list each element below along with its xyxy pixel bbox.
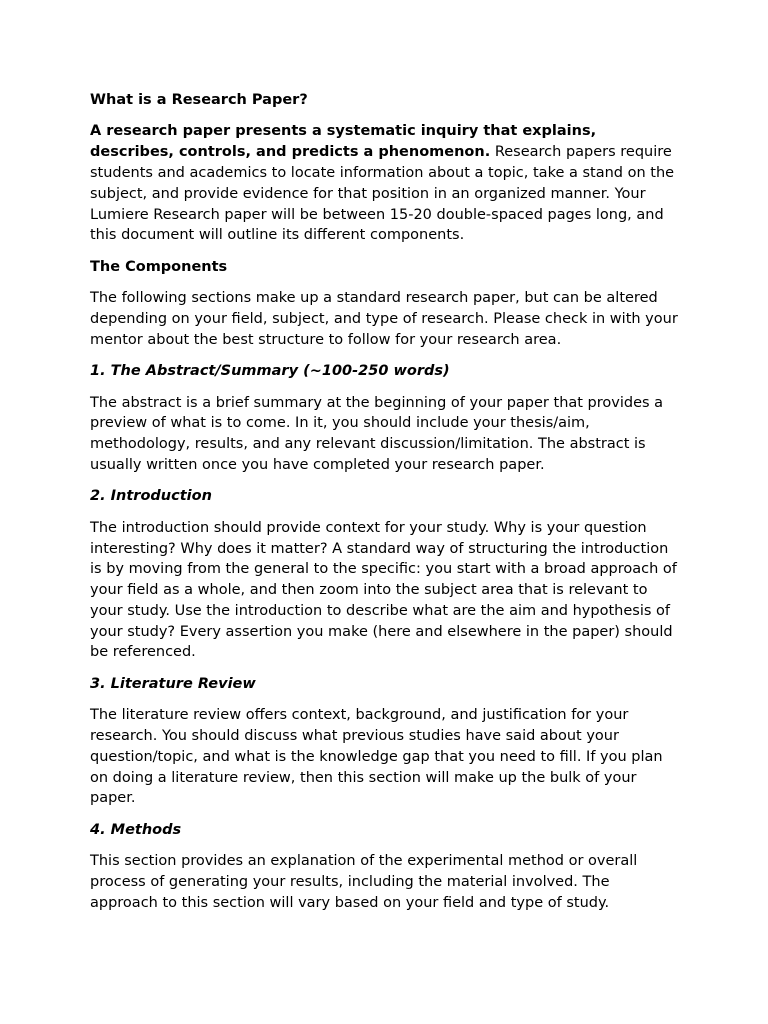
section-text-literature-review: The literature review offers context, background, and justification for your research. You should discuss what previous studies have said about your question/topic, and what is the knowledge gap that you need to fill. If you plan on doing a literature review, then this section will make up the bulk of your paper. (90, 707, 663, 807)
intro-body: Research papers require students and academics to locate information about a topic, take a stand on the subject, and provide evidence for that position in an organized manner. Your Lumiere Research paper will be between 15-20 double-spaced pages long, and this document will outline its different components. (90, 144, 675, 244)
components-paragraph: The following sections make up a standard research paper, but can be altered depending on your field, subject, and type of research. Please check in with your mentor about the best structure to follow for your research area. (90, 290, 678, 348)
section-heading-literature-review: 3. Literature Review (90, 675, 256, 692)
section-text-abstract: The abstract is a brief summary at the beginning of your paper that provides a preview of what is to come. In it, you should include your thesis/aim, methodology, results, and any relevant discussion/limitation. The abstract is usually written once you have completed your research paper. (90, 394, 664, 473)
document-page (90, 90, 678, 924)
section-heading-methods: 4. Methods (90, 821, 182, 838)
section-heading-abstract: 1. The Abstract/Summary (~100-250 words) (90, 363, 450, 380)
components-heading: The Components (90, 258, 228, 275)
intro-paragraph (90, 121, 678, 246)
section-text-introduction: The introduction should provide context for your study. Why is your question interesting? Why does it matter? A standard way of structuring the introduction is by moving from the general to the specific: you start with a broad approach of your field as a whole, and then zoom into the subject area that is relevant to your study. Use the introduction to describe what are the aim and hypothesis of your study? Every assertion you make (here and elsewhere in the paper) should be referenced. (90, 519, 677, 661)
section-text-methods: This section provides an explanation of the experimental method or overall process of generating your results, including the material involved. The approach to this section will vary based on your field and type of study. (90, 853, 638, 911)
section-heading-introduction: 2. Introduction (90, 488, 212, 505)
document-title: What is a Research Paper? (90, 92, 308, 108)
intro-lead: A research paper presents a systematic inquiry that explains, describes, controls, and predicts a phenomenon. (90, 123, 597, 161)
